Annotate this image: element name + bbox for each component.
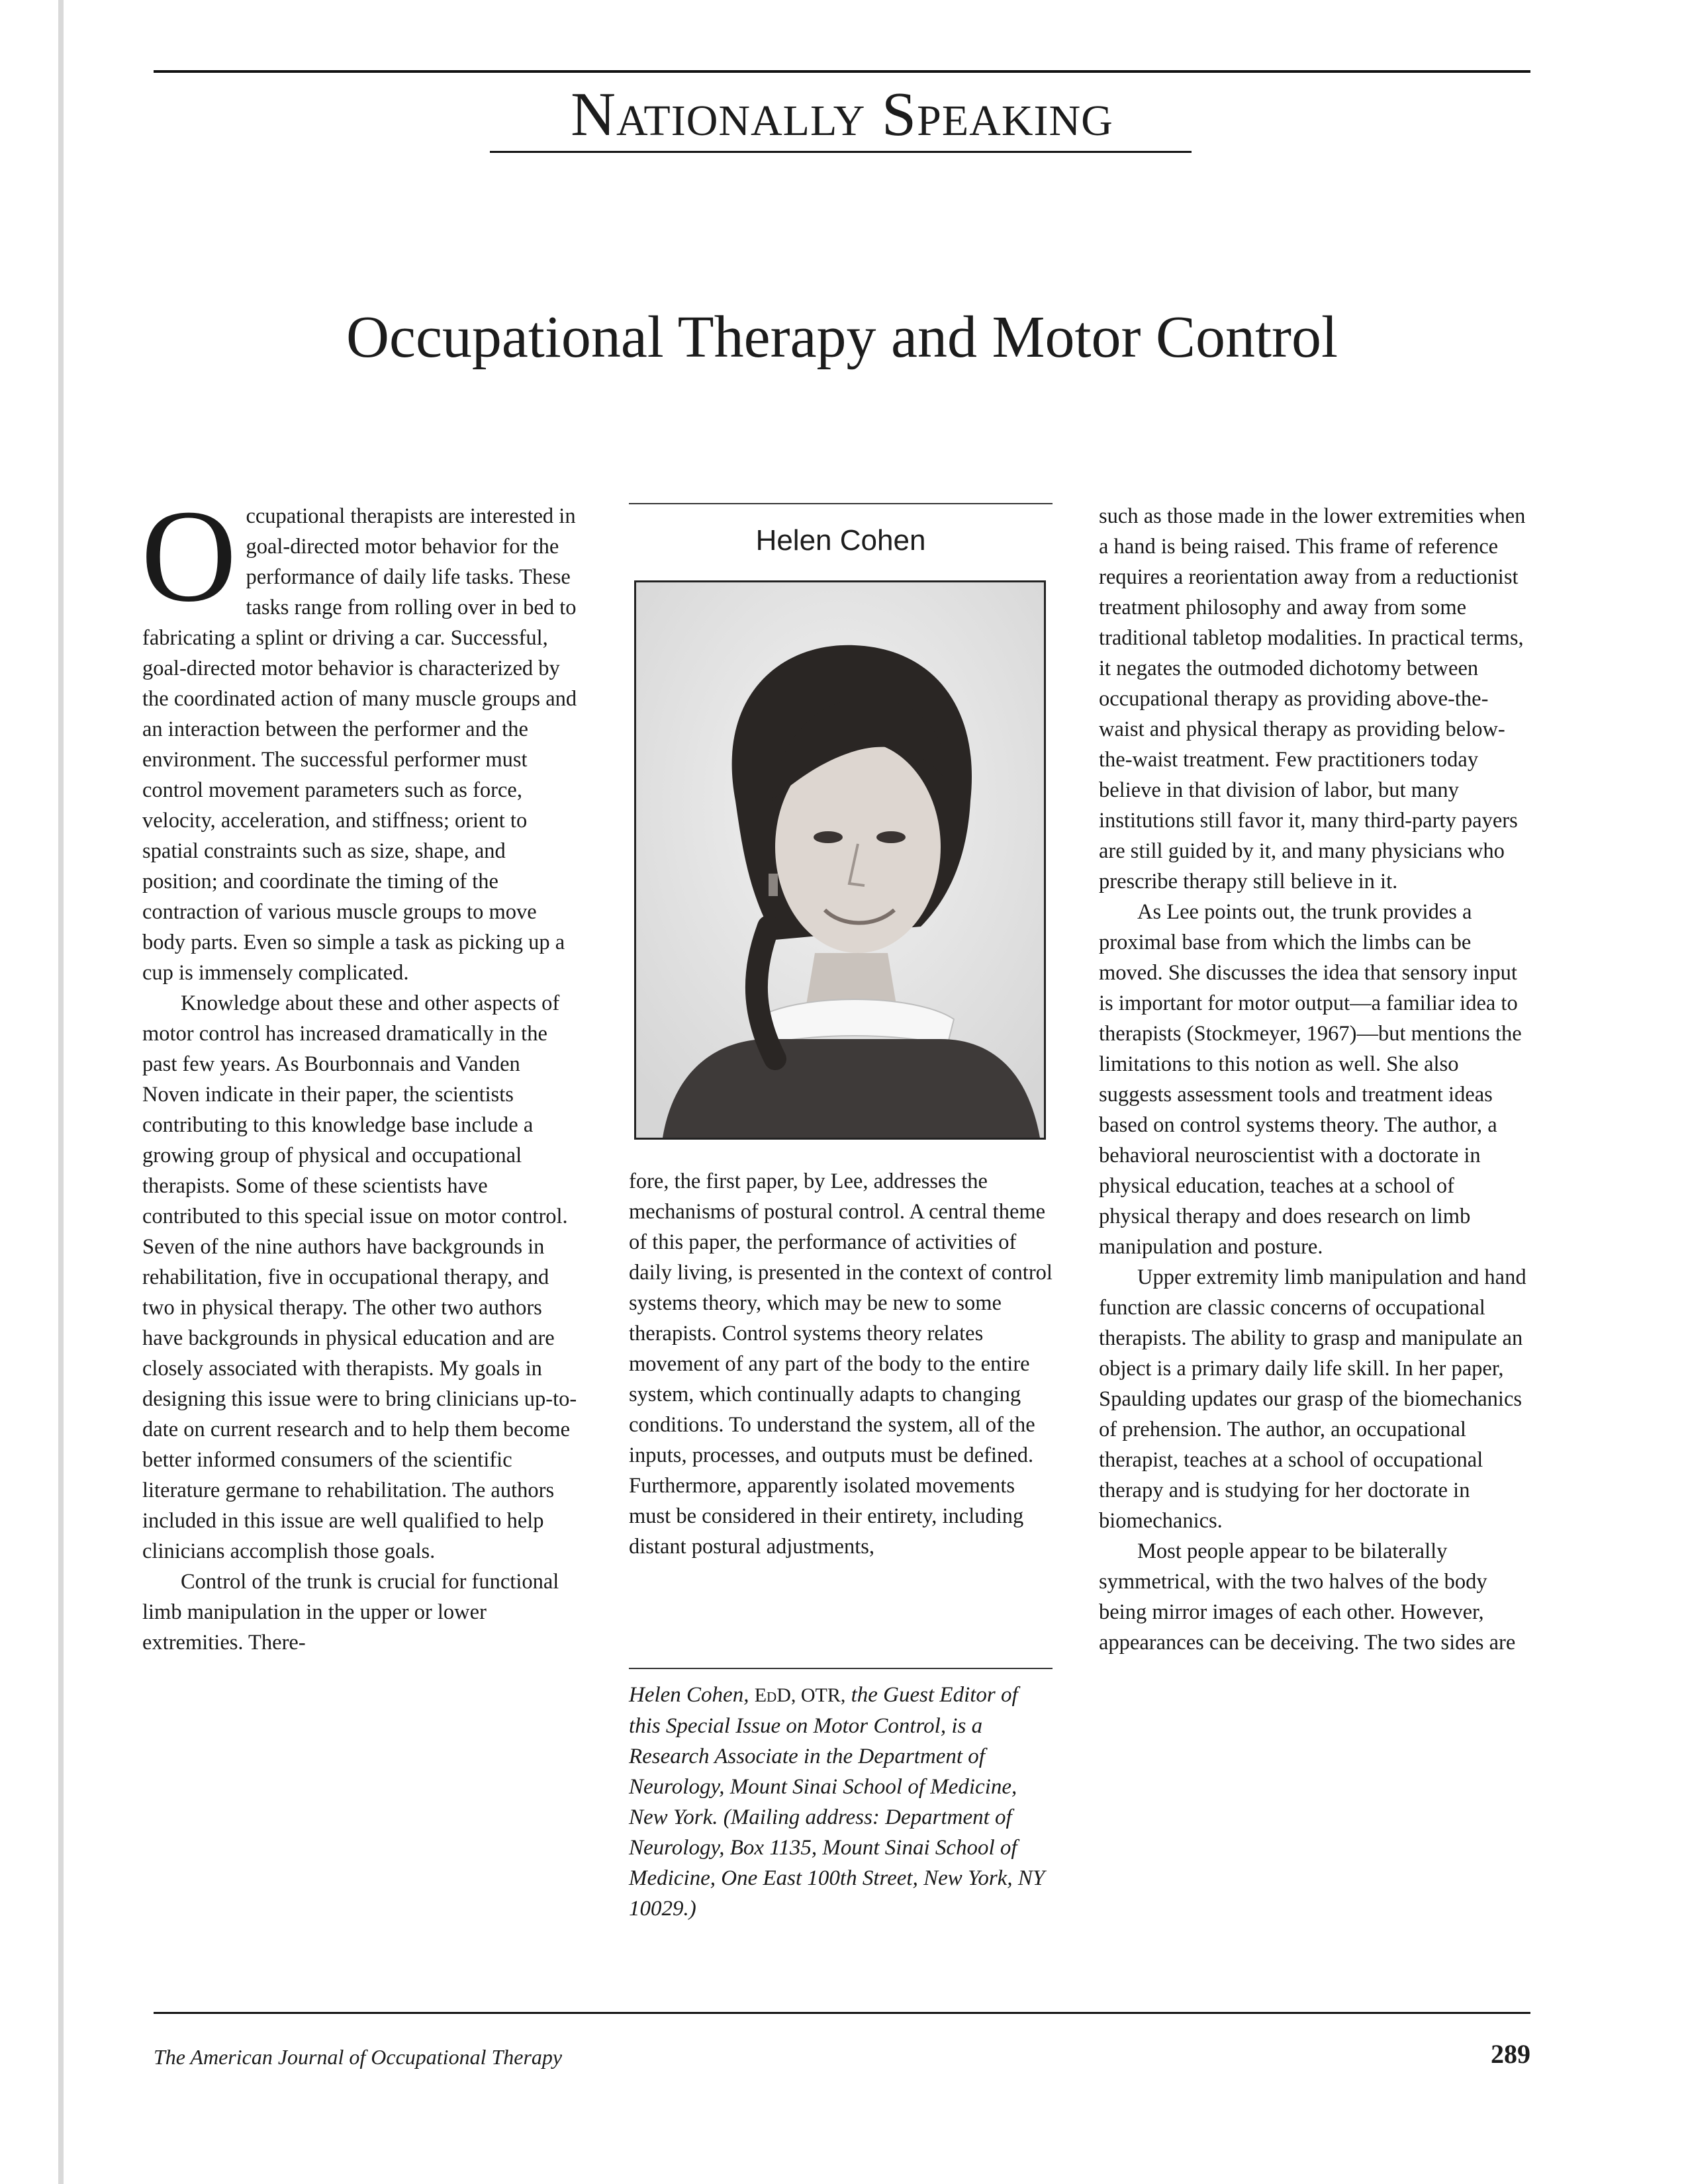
- column-1-paragraph-1: Occupational therapists are interested in goal-directed motor behavior for the performance of daily life tasks. These tasks range from rolling over in bed to fabricating a splint or driving a car. Successful, goal-directed motor behavior is characterized by the coordinated action of many muscle groups and an interaction between the performer and the environment. The successful performer must control movement parameters such as force, velocity, acceleration, and stiffness; orient to spatial constraints such as size, shape, and position; and coordinate the timing of the contraction of various muscle groups to move body parts. Even so simple a task as picking up a cup is immensely complicated.: [141, 483, 577, 985]
- column-2: [629, 1166, 1053, 1562]
- column-1-paragraph-3: Control of the trunk is crucial for functional limb manipulation in the upper or lower extremities. There-: [142, 1570, 559, 1655]
- column-2-paragraph-1: fore, the first paper, by Lee, addresses the mechanisms of postural control. A central theme of this paper, the performance of activities of daily living, is presented in the context of control systems theory, which may be new to some therapists. Control systems theory relates movement of any part of the body to the entire system, which continually adapts to changing conditions. To understand the system, all of the inputs, processes, and outputs must be defined. Furthermore, apparently isolated movements must be considered in their entirety, including distant postural adjustments,: [629, 1169, 1053, 1559]
- column-3-paragraph-1: such as those made in the lower extremities when a hand is being raised. This frame of reference requires a reorientation away from a reductionist treatment philosophy and away from some traditional tabletop modalities. In practical terms, it negates the outmoded dichotomy between occupational therapy as providing above-the-waist and physical therapy as providing below-the-waist treatment. Few practitioners today believe in that division of labor, but many institutions still favor it, many third-party payers are still guided by it, and many physicians who prescribe therapy still believe in it.: [1099, 504, 1526, 893]
- author-name: Helen Cohen: [755, 524, 926, 557]
- bio-credentials: EdD, OTR,: [754, 1684, 846, 1706]
- article-title: Occupational Therapy and Motor Control: [346, 304, 1338, 370]
- journal-name: The American Journal of Occupational Therapy: [154, 2045, 563, 2069]
- bio-rule: [629, 1668, 1053, 1669]
- column-3-paragraph-2: As Lee points out, the trunk provides a proximal base from which the limbs can be moved. She discusses the idea that sensory input is important for motor output—a familiar idea to therapists (Stockmeyer, 1967)—but mentions the limitations to this notion as well. She also suggests assessment tools and treatment ideas based on control systems theory. The author, a behavioral neuroscientist with a doctorate in physical education, teaches at a school of physical therapy and does research on limb manipulation and posture.: [1099, 900, 1522, 1259]
- author-rule: [629, 503, 1053, 504]
- section-underline: [490, 151, 1192, 153]
- column-1-paragraph-2: Knowledge about these and other aspects of motor control has increased dramatically in the past few years. As Bourbonnais and Vanden Noven indicate in their paper, the scientists contributing to this knowledge base include a growing group of physical and occupational therapists. Some of these scientists have contributed to this special issue on motor control. Seven of the nine authors have backgrounds in rehabilitation, five in occupational therapy, and two in physical therapy. The other two authors have backgrounds in physical education and are closely associated with therapists. My goals in designing this issue were to bring clinicians up-to-date on current research and to help them become better informed consumers of the scientific literature germane to rehabilitation. The authors included in this issue are well qualified to help clinicians accomplish those goals.: [142, 991, 577, 1563]
- portrait-illustration: [636, 582, 1044, 1138]
- bottom-rule: [154, 2012, 1530, 2014]
- section-heading: Nationally Speaking: [571, 80, 1113, 149]
- column-3: [1099, 501, 1529, 1658]
- column-3-paragraph-4: Most people appear to be bilaterally symmetrical, with the two halves of the body being mirror images of each other. However, appearances can be deceiving. The two sides are: [1099, 1539, 1516, 1655]
- column-3-paragraph-3: Upper extremity limb manipulation and hand function are classic concerns of occupational therapists. The ability to grasp and manipulate an object is a primary daily life skill. In her paper, Spaulding updates our grasp of the biomechanics of prehension. The author, an occupational therapist, teaches at a school of occupational therapy and is studying for her doctorate in biomechanics.: [1099, 1265, 1526, 1533]
- page-number: 289: [1491, 2039, 1530, 2069]
- top-rule: [154, 70, 1530, 73]
- column-1: [141, 483, 583, 1658]
- bio-name: Helen Cohen,: [629, 1683, 749, 1707]
- author-bio: [629, 1680, 1053, 1924]
- drop-cap: O: [141, 483, 237, 629]
- scan-edge: [58, 0, 64, 2184]
- author-photo: [634, 580, 1046, 1140]
- bio-text: the Guest Editor of this Special Issue on Motor Control, is a Research Associate in the Department of Neurology, Mount Sinai School of Medicine, New York. (Mailing address: Department of Neurology, Box 1135, Mount Sinai School of Medicine, One East 100th Street, New York, NY 10029.): [629, 1683, 1045, 1921]
